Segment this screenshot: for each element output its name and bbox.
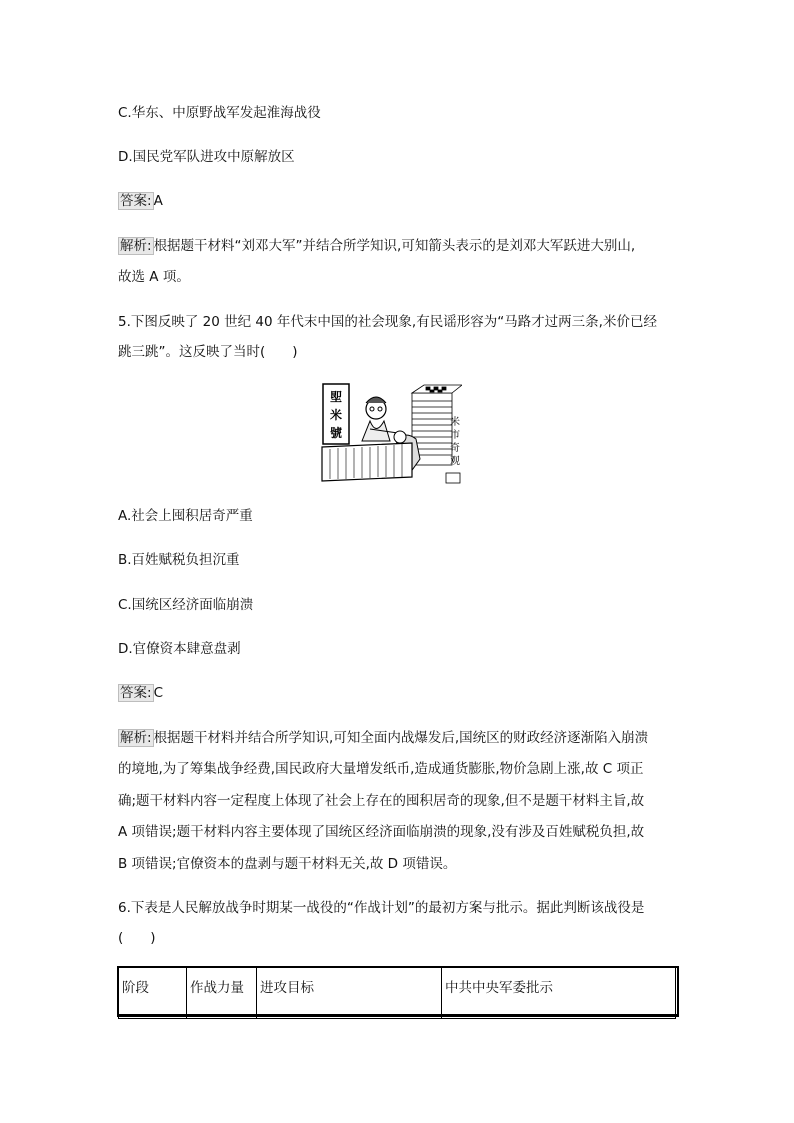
caption-char-4: 观 [450, 456, 460, 467]
sign-char-3: 號 [329, 426, 343, 440]
analysis-tag: 解析: [120, 238, 152, 254]
table-header-cell: 中共中央军委批示 [442, 968, 676, 1019]
q4-analysis-line-1 [118, 237, 635, 255]
caption-char-3: 奇 [450, 443, 460, 454]
q5-answer [118, 684, 163, 702]
answer-value: C [153, 685, 163, 701]
rice-market-cartoon [320, 381, 462, 487]
q4-answer [118, 192, 163, 210]
analysis-tag: 解析: [120, 730, 152, 746]
table-header-cell: 阶段 [119, 968, 187, 1019]
q5-stem-line-1: 5.下图反映了 20 世纪 40 年代末中国的社会现象,有民谣形容为“马路才过两三条,米价已经 [118, 314, 657, 330]
analysis-text: 根据题干材料“刘邓大军”并结合所学知识,可知箭头表示的是刘邓大军跃进大别山, [153, 238, 636, 254]
caption-char-1: 米 [450, 417, 460, 428]
q5-analysis-line-5: B 项错误;官僚资本的盘剥与题干材料无关,故 D 项错误。 [118, 856, 457, 872]
q4-option-d: D.国民党军队进攻中原解放区 [118, 149, 295, 165]
q5-analysis-line-2: 的境地,为了筹集战争经费,国民政府大量增发纸币,造成通货膨胀,物价急剧上涨,故 C 项正 [118, 761, 644, 777]
analysis-text: 根据题干材料并结合所学知识,可知全面内战爆发后,国统区的财政经济逐渐陷入崩溃 [153, 730, 649, 746]
q4-option-c: C.华东、中原野战军发起淮海战役 [118, 105, 321, 121]
sign-char-2: 米 [329, 408, 343, 422]
sign-char-1: 堲 [329, 390, 343, 404]
q6-stem-line-2: ( ) [118, 930, 156, 946]
table-frame [117, 966, 679, 1017]
answer-value: A [153, 193, 163, 209]
q5-analysis-line-1 [118, 729, 648, 747]
caption-char-2: 市 [450, 430, 460, 441]
q5-option-c: C.国统区经济面临崩溃 [118, 597, 254, 613]
table-header-cell: 作战力量 [187, 968, 257, 1019]
answer-tag: 答案: [120, 685, 152, 701]
q5-option-b: B.百姓赋税负担沉重 [118, 552, 240, 568]
table-header-cell: 进攻目标 [257, 968, 442, 1019]
q5-option-a: A.社会上囤积居奇严重 [118, 508, 253, 524]
answer-tag: 答案: [120, 193, 152, 209]
q4-analysis-line-2: 故选 A 项。 [118, 269, 190, 285]
q5-option-d: D.官僚资本肆意盘剥 [118, 641, 241, 657]
q6-stem-line-1: 6.下表是人民解放战争时期某一战役的“作战计划”的最初方案与批示。据此判断该战役是 [118, 900, 645, 916]
q5-stem-line-2: 跳三跳”。这反映了当时( ) [118, 344, 298, 360]
q5-analysis-line-4: A 项错误;题干材料内容主要体现了国统区经济面临崩溃的现象,没有涉及百姓赋税负担,故 [118, 824, 645, 840]
q5-analysis-line-3: 确;题干材料内容一定程度上体现了社会上存在的囤积居奇的现象,但不是题干材料主旨,故 [118, 793, 645, 809]
